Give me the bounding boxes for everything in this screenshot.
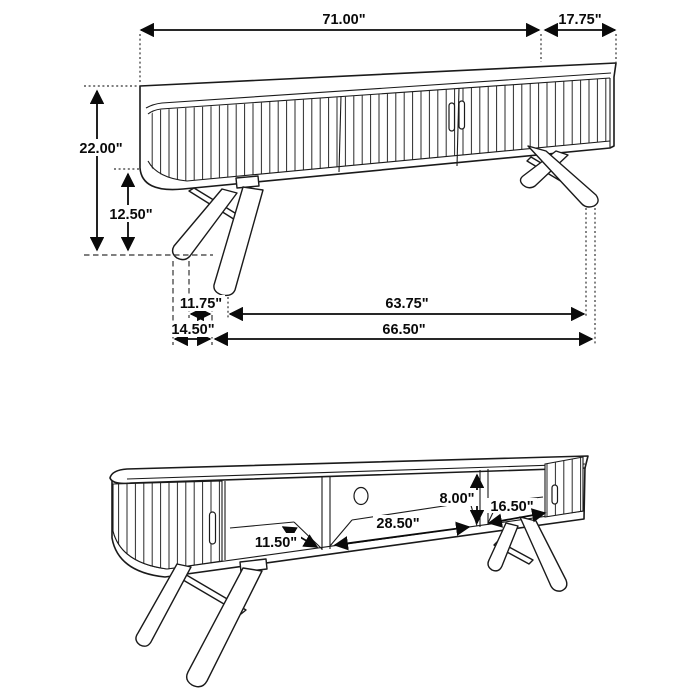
dimension-label: 11.75" [179, 296, 223, 312]
dim-foot-offset [177, 295, 225, 314]
dimension-label: 17.75" [558, 12, 602, 28]
dim-foot-depth [169, 321, 217, 339]
door-handle-right [552, 485, 558, 504]
dimension-label: 8.00" [439, 491, 475, 507]
tambour-door-right [545, 457, 583, 517]
door-handle-right [459, 101, 465, 129]
dimension-label: 14.50" [171, 322, 215, 338]
dimension-label: 63.75" [385, 296, 429, 312]
dimension-label: 22.00" [79, 141, 123, 157]
dimension-label: 12.50" [109, 207, 153, 223]
tambour-door-left [113, 481, 222, 569]
dimension-label: 71.00" [322, 12, 366, 28]
door-handle-left [449, 103, 455, 131]
dimension-label: 16.50" [490, 499, 534, 515]
dimension-label: 66.50" [382, 322, 426, 338]
door-handle-left [210, 512, 216, 544]
leg-mount-block [236, 176, 259, 188]
dimension-label: 11.50" [254, 535, 298, 551]
dimension-label: 28.50" [376, 516, 420, 532]
